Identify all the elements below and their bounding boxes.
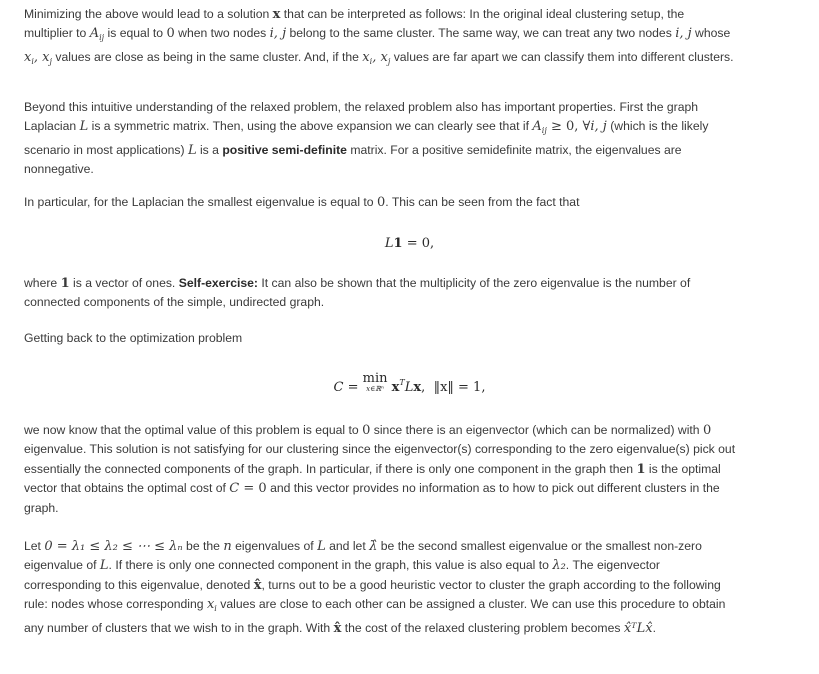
paragraph-back-to-optimization: Getting back to the optimization problem: [24, 331, 243, 345]
paragraph-second-eigenvalue: Let 0 = λ₁ ≤ λ₂ ≤ ⋯ ≤ λₙ be the n eigenvalues of L and let λ̂ be the second smallest eigenvalue or the smallest non-zero eigenvalue of L. If there is only one connected component in the graph, this value is also equal to λ₂. The eigenvector corresponding to this eigenvalue, denoted x̂, turns out to be a good heuristic vector to cluster the graph according to the following rule: nodes whose corresponding $x_i$ values are close to each other can be assigned a cluster. We can use this procedure to obtain any number of clusters that we wish to in the graph. With x̂ the cost of the relaxed clustering problem becomes x̂ᵀLx̂.: [24, 539, 726, 636]
paragraph-interpretation: Minimizing the above would lead to a solution x that can be interpreted as follows: In the original ideal clustering setup, the multiplier to $A_{ij}$ is equal to 0 when two nodes i, j belong to the same cluster. The same way, we can treat any two nodes i, j whose $x_i$, $x_j$ values are close as being in the same cluster. And, if the $x_i$, $x_j$ values are far apart we can classify them into different clusters.: [24, 7, 734, 66]
paragraph-optimal-value: we now know that the optimal value of this problem is equal to 0 since there is an eigenvector (which can be normalized) with 0 eigenvalue. This solution is not satisfying for our clustering since the eigenvector(s) corresponding to the zero eigenvalue(s) pick out essentially the connected components of the graph. In particular, if there is only one component in the graph then 1 is the optimal vector that obtains the optimal cost of C = 0 and this vector provides no information as to how to pick out different clusters in the graph.: [24, 423, 736, 515]
paragraph-properties: Beyond this intuitive understanding of the relaxed problem, the relaxed problem also has important properties. First the graph Laplacian L is a symmetric matrix. Then, using the above expansion we can clearly see that if $A_{ij} \ge 0$, ∀i, j (which is the likely scenario in most applications) L is a positive semi-definite matrix. For a positive semidefinite matrix, the eigenvalues are nonnegative.: [24, 100, 709, 177]
paragraph-ones-vector: where 1 is a vector of ones. Self-exercise: It can also be shown that the multiplicity of the zero eigenvalue is the number of connected components of the simple, undirected graph.: [24, 276, 691, 310]
paragraph-smallest-eigenvalue: In particular, for the Laplacian the smallest eigenvalue is equal to 0. This can be seen from the fact that: [24, 195, 580, 210]
equation-laplacian-ones: L1 = 0,: [384, 236, 435, 251]
self-exercise-label: Self-exercise:: [178, 276, 258, 290]
equation-optimization: C = min x∈ℝⁿ $x^TLx$, ‖x‖ = 1,: [333, 371, 486, 395]
bold-term: positive semi-definite: [222, 142, 347, 157]
